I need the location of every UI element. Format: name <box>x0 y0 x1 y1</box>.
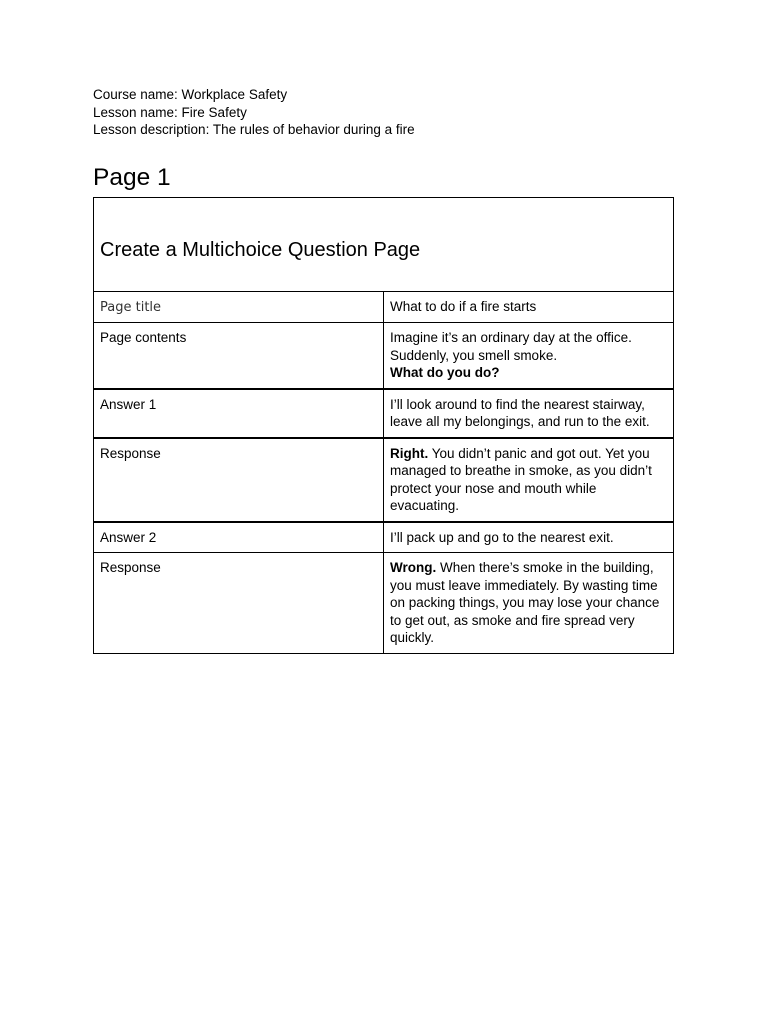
table-row <box>94 522 674 553</box>
table-header: Create a Multichoice Question Page <box>94 197 674 291</box>
page-contents-question: What do you do? <box>390 365 500 380</box>
response-text: When there’s smoke in the building, you must leave immediately. By wasting time on packing things, you may lose your chance to get out, as smoke and fire spread very quickly. <box>390 560 660 645</box>
lesson-description-line: Lesson description: The rules of behavior during a fire <box>93 122 415 137</box>
row-label: Response <box>94 553 384 654</box>
table-row <box>94 553 674 654</box>
row-label: Response <box>94 438 384 522</box>
table-row <box>94 438 674 522</box>
table-row <box>94 389 674 438</box>
row-label: Answer 1 <box>94 389 384 438</box>
table-row <box>94 291 674 323</box>
page-contents-text: Imagine it’s an ordinary day at the office. Suddenly, you smell smoke. <box>390 330 632 363</box>
response-verdict: Right. <box>390 445 429 461</box>
page-heading: Page 1 <box>93 163 171 191</box>
row-label <box>94 291 384 323</box>
row-label: Page contents <box>94 323 384 389</box>
page-title-label: Page title <box>100 299 162 315</box>
row-value: I’ll look around to find the nearest stairway, leave all my belongings, and run to the exit. <box>384 389 674 438</box>
lesson-name-line: Lesson name: Fire Safety <box>93 104 247 120</box>
row-value <box>384 323 674 389</box>
table-header-row <box>94 197 674 291</box>
row-value: What to do if a fire starts <box>384 291 674 323</box>
row-value <box>384 438 674 522</box>
row-value: I’ll pack up and go to the nearest exit. <box>384 522 674 553</box>
response-text: You didn’t panic and got out. Yet you managed to breathe in smoke, as you didn’t protect your nose and mouth while evacuating. <box>390 445 652 513</box>
course-name-line: Course name: Workplace Safety <box>93 87 288 102</box>
row-value <box>384 553 674 654</box>
table-row <box>94 323 674 389</box>
document-body <box>93 86 674 654</box>
row-label: Answer 2 <box>94 522 384 553</box>
multichoice-spec-table <box>93 197 674 654</box>
response-verdict: Wrong. <box>390 560 437 575</box>
